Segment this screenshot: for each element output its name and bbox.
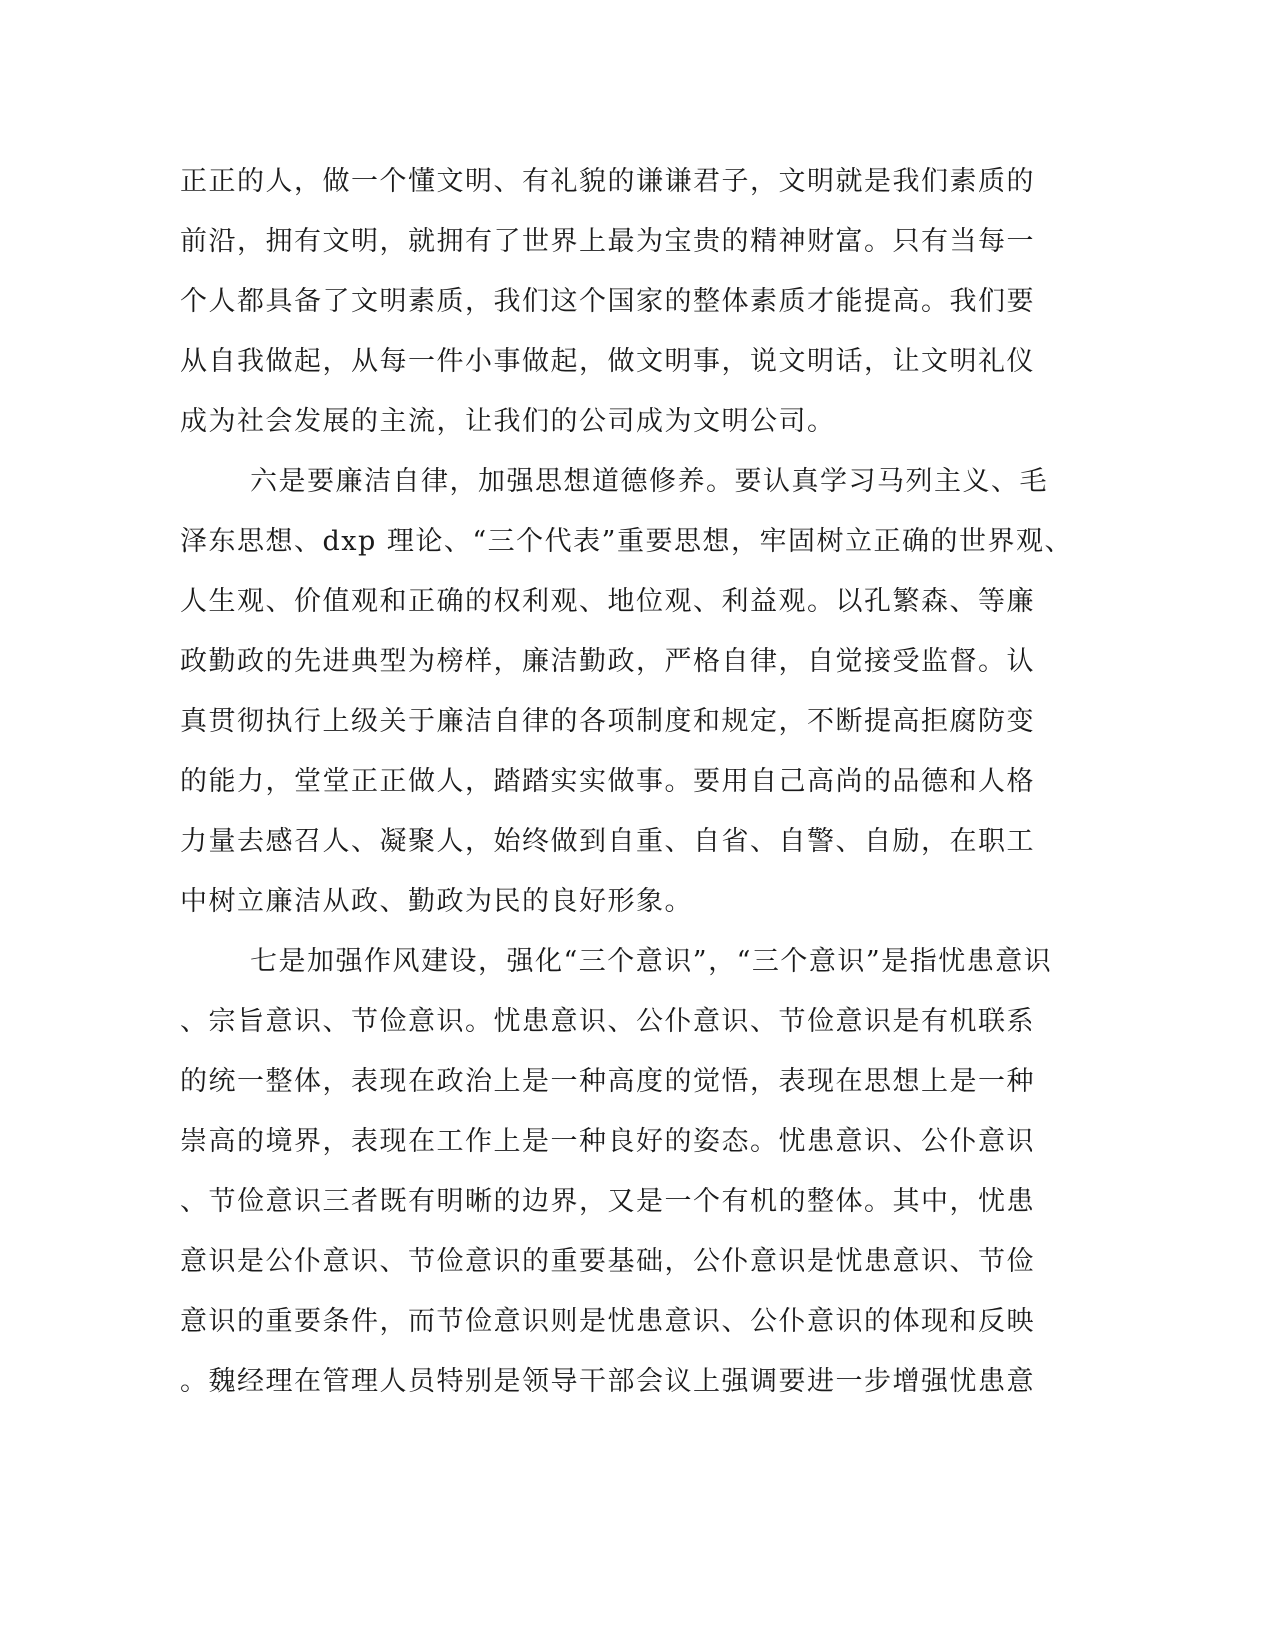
text-line: 从自我做起，从每一件小事做起，做文明事，说文明话，让文明礼仪 xyxy=(180,346,1035,377)
paragraph-start-line: 七是加强作风建设，强化“三个意识”，“三个意识”是指忧患意识 xyxy=(250,946,1053,977)
text-line: 。魏经理在管理人员特别是领导干部会议上强调要进一步增强忧患意 xyxy=(180,1366,1035,1397)
text-line: 、宗旨意识、节俭意识。忧患意识、公仆意识、节俭意识是有机联系 xyxy=(180,1006,1035,1037)
text-line: 正正的人，做一个懂文明、有礼貌的谦谦君子，文明就是我们素质的 xyxy=(180,166,1035,197)
text-line: 中树立廉洁从政、勤政为民的良好形象。 xyxy=(180,886,693,917)
text-line: 个人都具备了文明素质，我们这个国家的整体素质才能提高。我们要 xyxy=(180,286,1035,317)
text-line: 意识是公仆意识、节俭意识的重要基础，公仆意识是忧患意识、节俭 xyxy=(180,1246,1035,1277)
text-line: 、节俭意识三者既有明晰的边界，又是一个有机的整体。其中，忧患 xyxy=(180,1186,1035,1217)
text-line: 成为社会发展的主流，让我们的公司成为文明公司。 xyxy=(180,406,836,437)
text-line: 前沿，拥有文明，就拥有了世界上最为宝贵的精神财富。只有当每一 xyxy=(180,226,1035,257)
text-line: 人生观、价值观和正确的权利观、地位观、利益观。以孔繁森、等廉 xyxy=(180,586,1035,617)
text-line: 真贯彻执行上级关于廉洁自律的各项制度和规定，不断提高拒腐防变 xyxy=(180,706,1035,737)
paragraph-start-line: 六是要廉洁自律，加强思想道德修养。要认真学习马列主义、毛 xyxy=(250,466,1048,497)
text-line: 政勤政的先进典型为榜样，廉洁勤政，严格自律，自觉接受监督。认 xyxy=(180,646,1035,677)
text-line: 力量去感召人、凝聚人，始终做到自重、自省、自警、自励，在职工 xyxy=(180,826,1035,857)
text-line: 意识的重要条件，而节俭意识则是忧患意识、公仆意识的体现和反映 xyxy=(180,1306,1035,1337)
text-line: 的能力，堂堂正正做人，踏踏实实做事。要用自己高尚的品德和人格 xyxy=(180,766,1035,797)
text-line: 崇高的境界，表现在工作上是一种良好的姿态。忧患意识、公仆意识 xyxy=(180,1126,1035,1157)
text-line: 的统一整体，表现在政治上是一种高度的觉悟，表现在思想上是一种 xyxy=(180,1066,1035,1097)
text-line: 泽东思想、dxp 理论、“三个代表”重要思想，牢固树立正确的世界观、 xyxy=(180,526,1073,557)
body-text xyxy=(180,152,1073,1412)
